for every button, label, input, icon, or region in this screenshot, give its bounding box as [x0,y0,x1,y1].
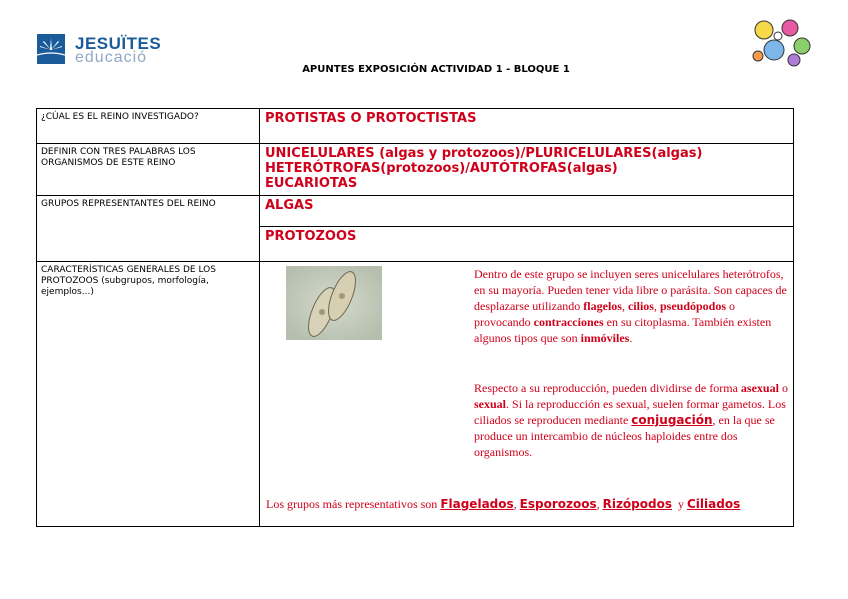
definir-value [260,144,794,196]
conjugacion-link[interactable]: conjugación [631,413,713,427]
definir-line3: EUCARIOTAS [265,176,358,191]
reino-value: PROTISTAS O PROTOCTISTAS [260,109,794,144]
protozoa-microscope-image [286,266,382,340]
logo-text-line2: educació [75,49,148,66]
representative-groups-paragraph: Los grupos más representativos son Flagelados, Esporozoos, Rizópodos y Ciliados [266,497,741,511]
reino-label: ¿CÚAL ES EL REINO INVESTIGADO? [37,109,260,144]
esporozoos-link[interactable]: Esporozoos [519,497,597,511]
grupos-protozoos: PROTOZOOS [260,227,794,262]
table-row-grupos-algas [37,196,794,227]
ciliados-link[interactable]: Ciliados [687,497,741,511]
definir-label: DEFINIR CON TRES PALABRAS LOS ORGANISMOS DE ESTE REINO [37,144,260,196]
table-row-caracteristicas [37,262,794,527]
logo-text-line1: JESUÏTES [75,34,162,53]
grupos-algas: ALGAS [260,196,794,227]
protozoos-description-paragraph: Dentro de este grupo se incluyen seres unicelulares heterótrofos, en su mayoría. Pueden tener vida libre o parásita. Son capaces de desplazarse utilizando flagelos, cilios, pseudópodos o provocando contracciones en su citoplasma. También existen algunos tipos que son inmóviles. [474,267,787,345]
decorative-clipart-icon [750,16,812,68]
flagelados-link[interactable]: Flagelados [440,497,514,511]
protozoos-reproduction-paragraph: Respecto a su reproducción, pueden dividirse de forma asexual o sexual. Si la reproducción es sexual, suelen formar gametos. Los ciliados se reproducen mediante conjugación, en la que se produce un intercambio de núcleos haploides entre dos organismos. [474,381,788,459]
table-row-definir [37,144,794,196]
rizopodos-link[interactable]: Rizópodos [602,497,672,511]
activity-table [36,108,794,527]
definir-line2: HETERÓTROFAS(protozoos)/AUTÓTROFAS(algas) [265,161,618,176]
caracteristicas-label: CARACTERÍSTICAS GENERALES DE LOS PROTOZOOS (subgrupos, morfología, ejemplos...) [37,262,260,527]
caracteristicas-cell [260,262,794,527]
document-title: APUNTES EXPOSICIÓN ACTIVIDAD 1 - BLOQUE 1 [302,64,570,75]
definir-line1: UNICELULARES (algas y protozoos)/PLURICELULARES(algas) [265,146,703,161]
jesuites-logo-mark-icon [37,34,65,64]
table-row-reino [37,109,794,144]
grupos-label: GRUPOS REPRESENTANTES DEL REINO [37,196,260,262]
